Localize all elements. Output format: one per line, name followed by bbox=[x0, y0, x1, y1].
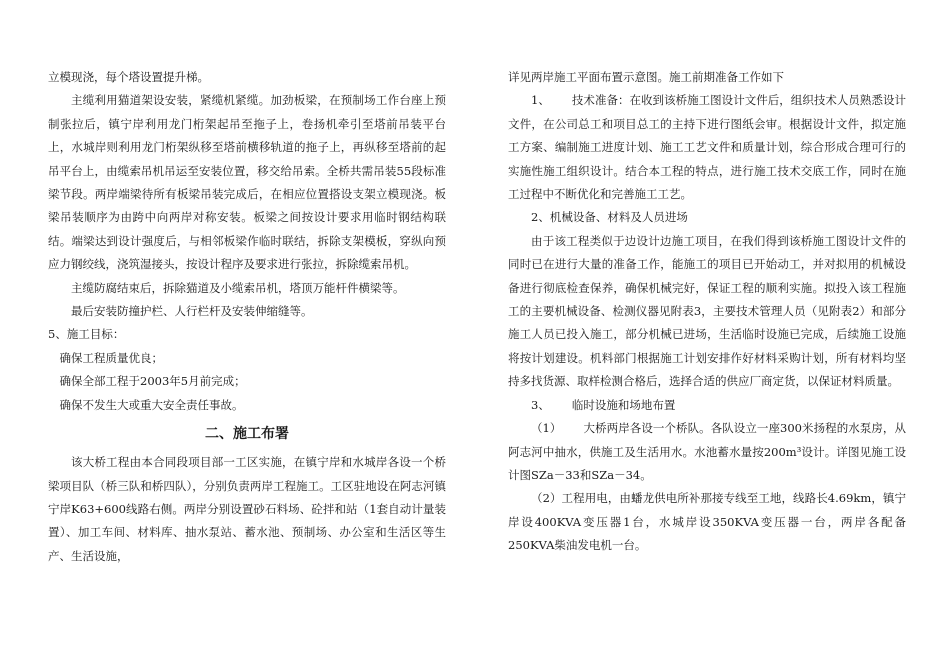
paragraph: 立模现浇，每个塔设置提升梯。 bbox=[48, 70, 209, 84]
item-text: 临时设施和场地布置 bbox=[571, 397, 676, 412]
goal-item: 确保工程质量优良； bbox=[59, 350, 163, 365]
item-text: 技术准备：在收到该桥施工图设计文件后，组织技术人员熟悉设计文件，在公司总工和项目总工的主持下进行图纸会审。根据设计文件，拟定施工方案、编制施工进度计划、施工工艺文件和质量计划，综合形成合理可行的实施性施工组织设计。结合本工程的特点，进行施工技术交底工作，同时在施工过程中不断优化和完善施工工艺。 bbox=[508, 93, 906, 202]
goal-item: 确保不发生大或重大安全责任事故。 bbox=[59, 397, 244, 412]
numbered-paragraph bbox=[508, 89, 906, 206]
left-column bbox=[48, 66, 446, 568]
subheading: 2、机械设备、材料及人员进场 bbox=[531, 210, 688, 225]
paragraph: 主缆利用猫道架设安装，紧缆机紧缆。加劲板梁，在预制场工作台座上预制张拉后，镇宁岸利用龙门桁架起吊至拖子上，卷扬机牵引至塔前吊装平台上，水城岸则利用龙门桁架纵移至塔前横移轨道的拖子上，再纵移至塔前的起吊平台上，由缆索吊机吊运至安装位置，移交给吊索。全桥共需吊装55段标准梁节段。两岸端梁待所有板梁吊装完成后，在相应位置搭设支架立模现浇。板梁吊装顺序为由跨中向两岸对称安装。板梁之间按设计要求用临时钢结构联结。端梁达到设计强度后，与相邻板梁作临时联结，拆除支架模板，穿纵向预应力钢绞线，浇筑湿接头，按设计程序及要求进行张拉，拆除缆索吊机。 bbox=[48, 93, 446, 272]
numbered-subheading bbox=[508, 394, 906, 417]
paragraph: 最后安装防撞护栏、人行栏杆及安装伸缩缝等。 bbox=[71, 304, 313, 319]
goal-item: 确保全部工程于2003年5月前完成； bbox=[59, 374, 246, 389]
item-number: 1、 bbox=[531, 93, 550, 108]
paragraph: 详见两岸施工平面布置示意图。施工前期准备工作如下 bbox=[508, 70, 784, 84]
paragraph: （2）工程用电，由蟠龙供电所补那接专线至工地，线路长4.69km，镇宁岸设400KVA变压器1台，水城岸设350KVA变压器一台，两岸各配备250KVA柴油发电机一台。 bbox=[508, 491, 906, 553]
numbered-paragraph bbox=[508, 417, 906, 487]
item-text: 大桥两岸各设一个桥队。各队设立一座300米扬程的水泵房，从阿志河中抽水，供施工及生活用水。水池蓄水量按200m³设计。详图见施工设计图SZa－33和SZa－34。 bbox=[508, 421, 906, 482]
section-heading: 二、施工布署 bbox=[205, 426, 289, 443]
section-item: 5、施工目标： bbox=[48, 327, 125, 342]
paragraph: 该大桥工程由本合同段项目部一工区实施，在镇宁岸和水城岸各设一个桥梁项目队（桥三队和桥四队），分别负责两岸工程施工。工区驻地设在阿志河镇宁岸K63+600线路右侧。两岸分别设置砂石料场、砼拌和站（1套自动计量装置）、加工车间、材料库、抽水泵站、蓄水池、预制场、办公室和生活区等生产、生活设施， bbox=[48, 455, 446, 563]
paragraph: 由于该工程类似于边设计边施工项目，在我们得到该桥施工图设计文件的同时已在进行大量的准备工作，能施工的项目已开始动工，并对拟用的机械设备进行彻底检查保养，确保机械完好，保证工程的顺利实施。拟投入该工程施工的主要机械设备、检测仪器见附表3，主要技术管理人员（见附表2）和部分施工人员已投入施工，部分机械已进场，生活临时设施已完成，后续施工设施将按计划建设。机料部门根据施工计划安排作好材料采购计划，所有材料均坚持多找货源、取样检测合格后，选择合适的供应厂商定货，以保证材料质量。 bbox=[508, 233, 906, 389]
paragraph: 主缆防腐结束后，拆除猫道及小缆索吊机，塔顶万能杆件横梁等。 bbox=[71, 280, 405, 295]
item-number: 3、 bbox=[531, 397, 550, 412]
right-column bbox=[508, 66, 906, 558]
item-number: （1） bbox=[531, 421, 562, 436]
